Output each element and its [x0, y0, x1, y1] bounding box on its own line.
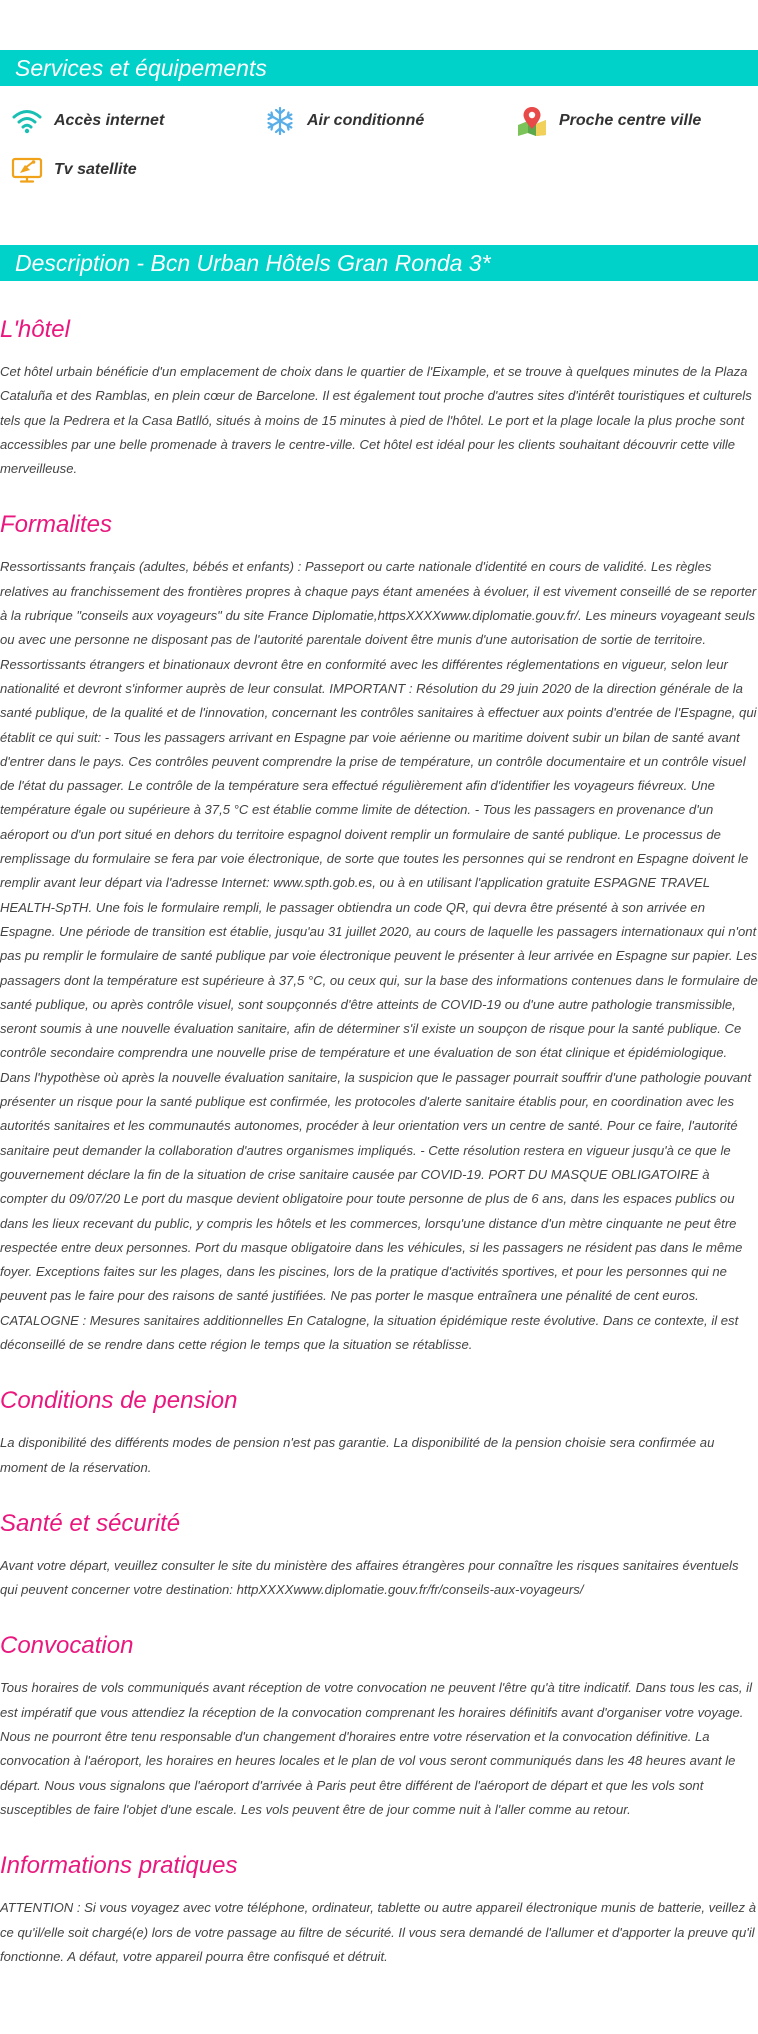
section-heading-sante: Santé et sécurité [0, 1509, 181, 1537]
services-banner [0, 50, 758, 86]
map-pin-icon [515, 104, 549, 138]
service-label: Accès internet [54, 112, 165, 129]
section-text-hotel: Cet hôtel urbain bénéficie d'un emplacement de choix dans le quartier de l'Eixample, et se trouve à quelques minutes de la Plaza Cataluña et des Ramblas, en plein cœur de Barcelone. Il est également tout proche d'autres sites d'intérêt touristiques et culturels tels que la Pedrera et la Casa Batlló, situés à moins de 15 minutes à pied de l'hôtel. Le port et la plage locale la plus proche sont accessibles par une belle promenade à travers le centre-ville. Cet hôtel est idéal pour les clients souhaitant découvrir cette ville merveilleuse. [0, 364, 752, 477]
description-banner [0, 245, 758, 281]
tv-icon [10, 153, 44, 187]
wifi-icon [10, 104, 44, 138]
section-heading-pension: Conditions de pension [0, 1387, 238, 1415]
section-text-pension: La disponibilité des différents modes de pension n'est pas garantie. La disponibilité de la pension choisie sera confirmée au moment de la réservation. [0, 1435, 715, 1475]
service-item-internet [10, 104, 164, 138]
description-title: Description - Bcn Urban Hôtels Gran Ronda 3* [15, 250, 491, 276]
snowflake-icon [263, 104, 297, 138]
service-item-city-center [515, 104, 701, 138]
section-heading-hotel: L'hôtel [0, 316, 70, 343]
section-heading-convocation: Convocation [0, 1632, 134, 1660]
section-heading-infos: Informations pratiques [0, 1852, 238, 1880]
service-item-air-conditioning [263, 104, 424, 138]
service-label: Air conditionné [307, 112, 425, 129]
services-title: Services et équipements [15, 55, 267, 81]
services-list [0, 96, 758, 196]
section-heading-formalites: Formalites [0, 511, 113, 539]
service-item-satellite-tv [10, 153, 137, 187]
section-text-convocation: Tous horaires de vols communiqués avant réception de votre convocation ne peuvent l'être qu'à titre indicatif. Dans tous les cas, il est impératif que vous attendiez la réception de la convocation comprenant les horaires définitifs avant d'organiser votre voyage. Nous ne pourront être tenu responsable d'un changement d'horaires entre votre réservation et la convocation définitive. La convocation à l'aéroport, les horaires en heures locales et le plan de vol vous seront communiqués dans les 48 heures avant le départ. Nous vous signalons que l'aéroport d'arrivée à Paris peut être différent de l'aéroport de départ et que les vols sont susceptibles de faire l'objet d'une escale. Les vols peuvent être de jour comme nuit à l'aller comme au retour. [0, 1680, 753, 1817]
section-text-formalites: Ressortissants français (adultes, bébés et enfants) : Passeport ou carte nationale d'identité en cours de validité. Les règles relatives au franchissement des frontières propres à chaque pays étant amenées à évoluer, il est vivement conseillé de se reporter à la rubrique "conseils aux voyageurs" du site France Diplomatie,httpsXXXXwww.diplomatie.gouv.fr/. Les mineurs voyageant seuls ou avec une personne ne disposant pas de l'autorité parentale doivent être munis d'une autorisation de sortie de territoire. Ressortissants étrangers et binationaux devront être en conformité avec les différentes réglementations en vigueur, selon leur nationalité et devront s'informer auprès de leur consulat. IMPORTANT : Résolution du 29 juin 2020 de la direction générale de la santé publique, de la qualité et de l'innovation, concernant les contrôles sanitaires à effectuer aux points d'entrée de l'Espagne, qui établit ce qui suit: - Tous les passagers arrivant en Espagne par voie aérienne ou maritime doivent subir un bilan de santé avant d'entrer dans le pays. Ces contrôles peuvent comprendre la prise de température, un contrôle documentaire et un contrôle visuel de l'état du passager. Le contrôle de la température sera effectué régulièrement afin d'identifier les voyageurs fiévreux. Une température égale ou supérieure à 37,5 °C est établie comme limite de détection. - Tous les passagers en provenance d'un aéroport ou d'un port situé en dehors du territoire espagnol doivent remplir un formulaire de santé publique. Le processus de remplissage du formulaire se fera par voie électronique, de sorte que toutes les personnes qui se rendront en Espagne doivent le remplir avant leur départ via l'adresse Internet: www.spth.gob.es, ou à en utilisant l'application gratuite ESPAGNE TRAVEL HEALTH-SpTH. Une fois le formulaire rempli, le passager obtiendra un code QR, qui devra être présenté à son arrivée en Espagne. Une période de transition est établie, jusqu'au 31 juillet 2020, au cours de laquelle les passagers internationaux qui n'ont pas pu remplir le formulaire de santé publique par voie électronique peuvent le présenter à leur arrivée en Espagne sur papier. Les passagers dont la température est supérieure à 37,5 °C, ou ceux qui, sur la base des informations contenues dans le formulaire de santé publique, ou après contrôle visuel, sont soupçonnés d'être atteints de COVID-19 ou d'une autre pathologie transmissible, seront soumis à une nouvelle évaluation sanitaire, afin de déterminer s'il existe un soupçon de risque pour la santé publique. Ce contrôle secondaire comprendra une nouvelle prise de température et une évaluation de son état clinique et épidémiologique. Dans l'hypothèse où après la nouvelle évaluation sanitaire, la suspicion que le passager pourrait souffrir d'une pathologie pouvant présenter un risque pour la santé publique est confirmée, les protocoles d'alerte sanitaire établis pour, en coordination avec les autorités sanitaires et les communautés autonomes, procéder à leur orientation vers un centre de santé. Pour ce faire, l'autorité sanitaire peut demander la collaboration d'autres organismes impliqués. - Cette résolution restera en vigueur jusqu'à ce que le gouvernement déclare la fin de la situation de crise sanitaire causée par COVID-19. PORT DU MASQUE OBLIGATOIRE à compter du 09/07/20 Le port du masque devient obligatoire pour toute personne de plus de 6 ans, dans les espaces publics ou dans les lieux recevant du public, y compris les hôtels et les commerces, lorsqu'une distance d'un mètre cinquante ne peut être respectée entre deux personnes. Port du masque obligatoire dans les véhicules, si les passagers ne résident pas dans le même foyer. Exceptions faites sur les plages, dans les piscines, lors de la pratique d'activités sportives, et pour les personnes qui ne peuvent pas le faire pour des raisons de santé justifiées. Ne pas porter le masque entraînera une pénalité de cent euros. CATALOGNE : Mesures sanitaires additionnelles En Catalogne, la situation épidémique reste évolutive. Dans ce contexte, il est déconseillé de se rendre dans cette région le temps que la situation se rétablisse. [0, 559, 758, 1352]
section-text-infos: ATTENTION : Si vous voyagez avec votre téléphone, ordinateur, tablette ou autre appareil électronique munis de batterie, veillez à ce qu'il/elle soit chargé(e) lors de votre passage au filtre de sécurité. Il vous sera demandé de l'allumer et d'apporter la preuve qu'il fonctionne. A défaut, votre appareil pourra être confisqué et détruit. [0, 1900, 756, 1964]
service-label: Tv satellite [54, 161, 137, 178]
section-text-sante: Avant votre départ, veuillez consulter le site du ministère des affaires étrangères pour connaître les risques sanitaires éventuels qui peuvent concerner votre destination: httpXXXXwww.diplomatie.gouv.fr/fr/conseils-aux-voyageurs/ [0, 1557, 739, 1598]
description-content [0, 300, 758, 1969]
service-label: Proche centre ville [559, 112, 702, 129]
